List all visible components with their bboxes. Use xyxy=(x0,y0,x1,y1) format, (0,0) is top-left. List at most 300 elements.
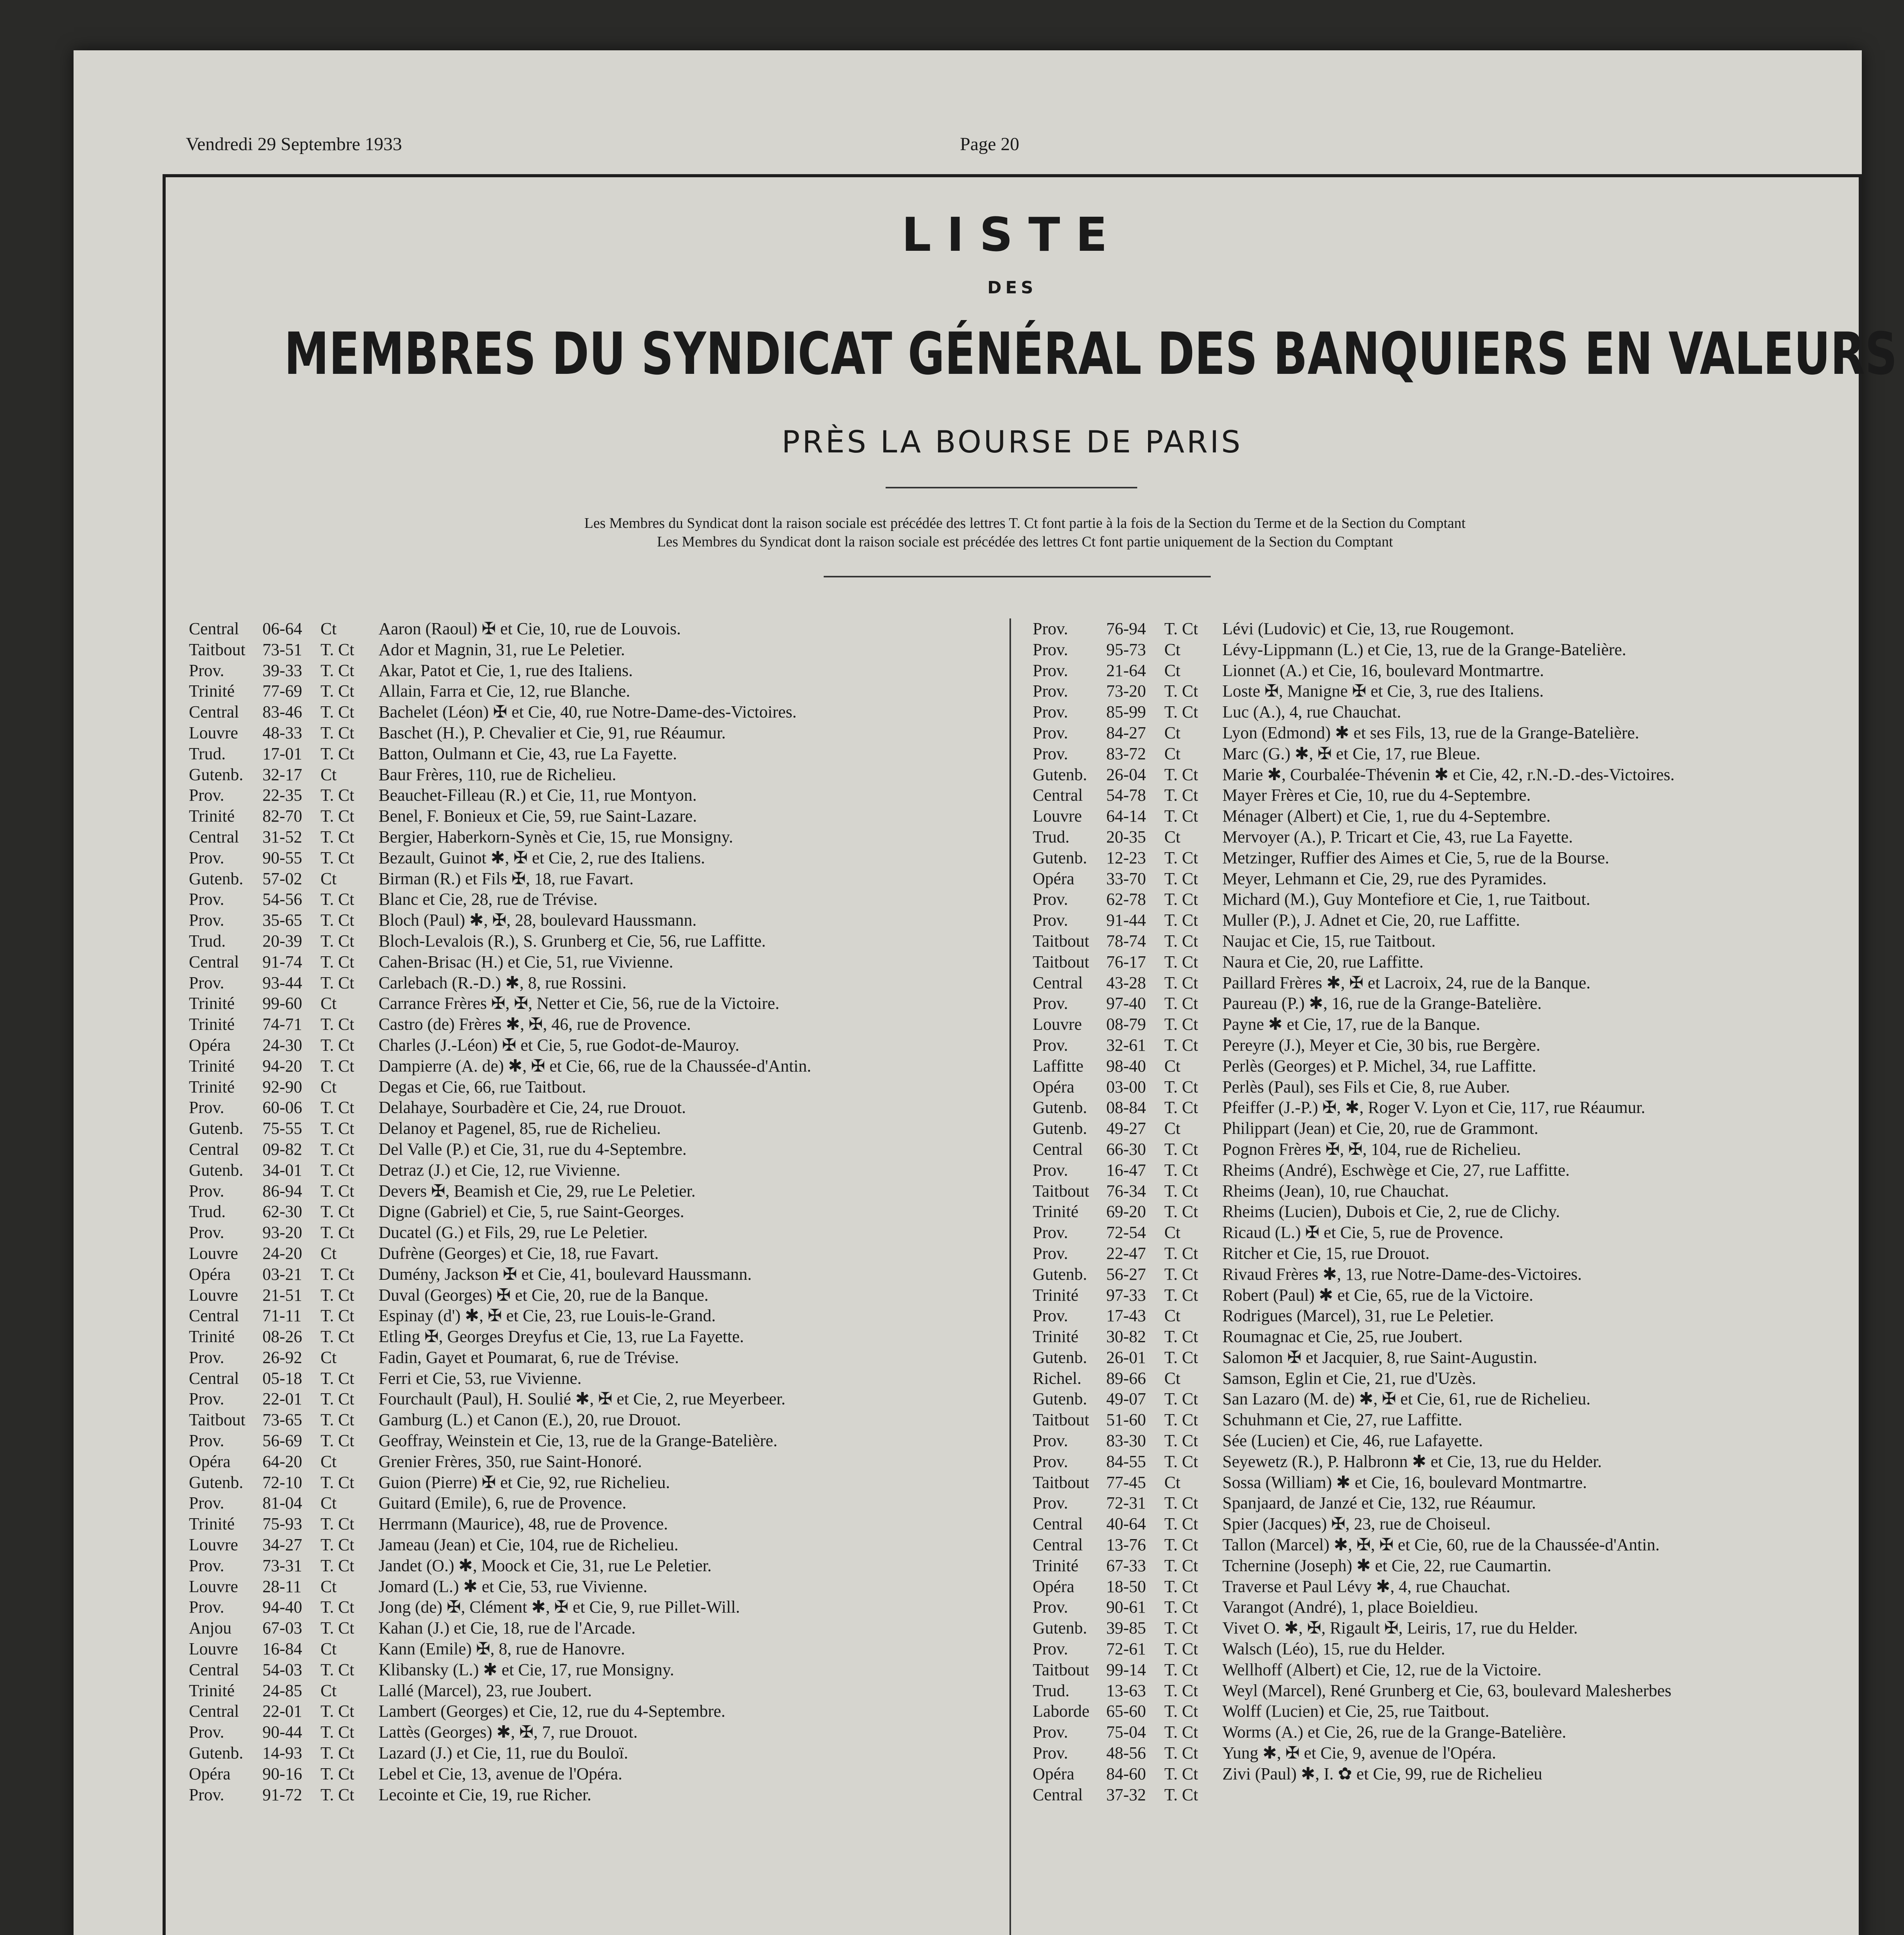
member-phone: 12-23 xyxy=(1106,848,1146,867)
member-phone: 16-84 xyxy=(262,1639,302,1659)
member-name: Birman (R.) et Fils ✠, 18, rue Favart. xyxy=(379,869,634,888)
member-phone: 39-33 xyxy=(262,661,302,680)
member-exchange: Prov. xyxy=(189,1785,225,1804)
member-phone: 85-99 xyxy=(1106,702,1146,722)
member-phone: 75-55 xyxy=(262,1119,302,1138)
member-section: T. Ct xyxy=(320,1160,355,1180)
member-row xyxy=(189,1514,994,1534)
member-phone: 24-20 xyxy=(262,1243,302,1263)
member-exchange: Trud. xyxy=(189,744,226,763)
member-exchange: Louvre xyxy=(189,1243,238,1263)
member-section: T. Ct xyxy=(1164,1181,1198,1200)
member-name: Benel, F. Bonieux et Cie, 59, rue Saint-Lazare. xyxy=(379,807,697,826)
member-name: Bezault, Guinot ✱, ✠ et Cie, 2, rue des Italiens. xyxy=(379,848,705,867)
member-name: Aaron (Raoul) ✠ et Cie, 10, rue de Louvois. xyxy=(379,619,681,638)
member-row xyxy=(189,1618,994,1639)
member-section: Ct xyxy=(1164,1306,1181,1325)
member-row xyxy=(189,848,994,868)
member-exchange: Central xyxy=(189,619,239,638)
member-row xyxy=(189,1285,994,1306)
member-name: Varangot (André), 1, place Boieldieu. xyxy=(1222,1598,1478,1617)
member-exchange: Louvre xyxy=(189,1577,238,1596)
member-section: Ct xyxy=(320,1243,337,1263)
member-phone: 65-60 xyxy=(1106,1702,1146,1721)
member-name: Degas et Cie, 66, rue Taitbout. xyxy=(379,1077,586,1096)
member-exchange: Gutenb. xyxy=(1033,1348,1087,1367)
member-name: Wolff (Lucien) et Cie, 25, rue Taitbout. xyxy=(1222,1702,1489,1721)
member-section: T. Ct xyxy=(320,1056,355,1075)
member-row xyxy=(1033,1472,1846,1493)
member-phone: 08-79 xyxy=(1106,1015,1146,1034)
member-section: T. Ct xyxy=(320,1702,355,1721)
member-exchange: Gutenb. xyxy=(189,1473,243,1492)
member-row xyxy=(189,723,994,743)
member-row xyxy=(189,1639,994,1659)
member-section: T. Ct xyxy=(320,702,355,722)
member-name: Guitard (Emile), 6, rue de Provence. xyxy=(379,1493,627,1513)
member-name: Dufrène (Georges) et Cie, 18, rue Favart. xyxy=(379,1243,659,1263)
member-section: T. Ct xyxy=(320,973,355,992)
issue-date: Vendredi 29 Septembre 1933 xyxy=(186,134,402,154)
member-exchange: Prov. xyxy=(189,1098,225,1117)
column-divider xyxy=(1009,618,1011,1935)
member-exchange: Trinité xyxy=(189,1514,235,1534)
member-section: T. Ct xyxy=(1164,911,1198,930)
member-exchange: Prov. xyxy=(1033,744,1068,763)
member-row xyxy=(189,618,994,639)
member-row xyxy=(1033,1597,1846,1618)
member-name: Herrmann (Maurice), 48, rue de Provence. xyxy=(379,1514,668,1534)
member-phone: 22-01 xyxy=(262,1702,302,1721)
member-exchange: Anjou xyxy=(189,1618,231,1638)
member-exchange: Opéra xyxy=(189,1264,231,1284)
member-exchange: Trinité xyxy=(189,807,235,826)
member-row xyxy=(1033,1784,1846,1805)
member-section: T. Ct xyxy=(1164,1389,1198,1409)
member-exchange: Gutenb. xyxy=(189,1743,243,1763)
member-row xyxy=(189,681,994,702)
member-exchange: Prov. xyxy=(189,1431,225,1450)
member-phone: 03-21 xyxy=(262,1264,302,1284)
member-phone: 22-01 xyxy=(262,1389,302,1409)
member-exchange: Prov. xyxy=(1033,911,1068,930)
member-section: Ct xyxy=(320,1452,337,1471)
member-exchange: Central xyxy=(1033,1139,1083,1159)
member-row xyxy=(189,1784,994,1805)
member-name: Metzinger, Ruffier des Aimes et Cie, 5, rue de la Bourse. xyxy=(1222,848,1609,867)
member-row xyxy=(1033,1534,1846,1555)
member-row xyxy=(189,1680,994,1701)
member-exchange: Central xyxy=(189,1660,239,1679)
member-section: T. Ct xyxy=(1164,1514,1198,1534)
member-name: Tallon (Marcel) ✱, ✠, ✠ et Cie, 60, rue de la Chaussée-d'Antin. xyxy=(1222,1535,1660,1555)
member-exchange: Trinité xyxy=(189,1077,235,1096)
member-phone: 32-61 xyxy=(1106,1035,1146,1055)
member-phone: 98-40 xyxy=(1106,1056,1146,1075)
member-row xyxy=(189,1409,994,1430)
member-section: T. Ct xyxy=(320,1264,355,1284)
member-name: Klibansky (L.) ✱ et Cie, 17, rue Monsigny. xyxy=(379,1660,674,1679)
member-section: T. Ct xyxy=(320,1556,355,1575)
member-section: T. Ct xyxy=(1164,1202,1198,1221)
member-row xyxy=(1033,1722,1846,1743)
member-row xyxy=(1033,1680,1846,1701)
member-name: Delahaye, Sourbadère et Cie, 24, rue Drouot. xyxy=(379,1098,686,1117)
member-name: Delanoy et Pagenel, 85, rue de Richelieu. xyxy=(379,1119,661,1138)
member-exchange: Taitbout xyxy=(1033,1410,1090,1430)
member-exchange: Trinité xyxy=(1033,1202,1079,1221)
member-row xyxy=(1033,827,1846,848)
member-row xyxy=(1033,910,1846,931)
member-section: T. Ct xyxy=(1164,702,1198,722)
member-phone: 72-61 xyxy=(1106,1639,1146,1659)
member-section: T. Ct xyxy=(320,1181,355,1200)
member-exchange: Central xyxy=(189,1139,239,1159)
member-exchange: Trinité xyxy=(1033,1285,1079,1305)
member-exchange: Trinité xyxy=(1033,1327,1079,1346)
member-phone: 75-04 xyxy=(1106,1723,1146,1742)
member-row xyxy=(189,1264,994,1285)
member-row xyxy=(1033,1430,1846,1451)
member-name: Pereyre (J.), Meyer et Cie, 30 bis, rue Bergère. xyxy=(1222,1035,1541,1055)
member-section: T. Ct xyxy=(320,1785,355,1804)
member-row xyxy=(1033,1493,1846,1514)
member-phone: 54-78 xyxy=(1106,786,1146,805)
member-section: T. Ct xyxy=(320,1389,355,1409)
member-phone: 31-52 xyxy=(262,827,302,846)
member-phone: 48-33 xyxy=(262,723,302,742)
member-name: Mervoyer (A.), P. Tricart et Cie, 43, rue La Fayette. xyxy=(1222,827,1573,846)
member-exchange: Trud. xyxy=(189,1202,226,1221)
member-phone: 49-07 xyxy=(1106,1389,1146,1409)
member-row xyxy=(1033,723,1846,743)
member-name: Lionnet (A.) et Cie, 16, boulevard Montmartre. xyxy=(1222,661,1544,680)
member-name: Geoffray, Weinstein et Cie, 13, rue de la Grange-Batelière. xyxy=(379,1431,778,1450)
member-phone: 83-46 xyxy=(262,702,302,722)
member-phone: 26-04 xyxy=(1106,765,1146,784)
member-section: T. Ct xyxy=(1164,1160,1198,1180)
member-phone: 97-33 xyxy=(1106,1285,1146,1305)
member-exchange: Prov. xyxy=(1033,640,1068,659)
member-name: Payne ✱ et Cie, 17, rue de la Banque. xyxy=(1222,1015,1481,1034)
member-exchange: Prov. xyxy=(1033,682,1068,701)
member-row xyxy=(1033,1285,1846,1306)
member-row xyxy=(189,1659,994,1680)
member-row xyxy=(189,931,994,952)
member-row xyxy=(189,1097,994,1118)
member-section: T. Ct xyxy=(1164,973,1198,992)
member-exchange: Opéra xyxy=(189,1035,231,1055)
member-phone: 66-30 xyxy=(1106,1139,1146,1159)
member-exchange: Taitbout xyxy=(1033,931,1090,950)
member-name: Detraz (J.) et Cie, 12, rue Vivienne. xyxy=(379,1160,620,1180)
title-rule xyxy=(886,487,1137,488)
member-phone: 43-28 xyxy=(1106,973,1146,992)
member-row xyxy=(189,1035,994,1056)
member-row xyxy=(189,1722,994,1743)
member-phone: 34-01 xyxy=(262,1160,302,1180)
member-row xyxy=(1033,1222,1846,1243)
member-exchange: Opéra xyxy=(189,1452,231,1471)
member-exchange: Prov. xyxy=(1033,1723,1068,1742)
member-phone: 20-35 xyxy=(1106,827,1146,846)
member-row xyxy=(1033,1139,1846,1160)
member-row xyxy=(1033,1576,1846,1597)
member-name: Sée (Lucien) et Cie, 46, rue Lafayette. xyxy=(1222,1431,1483,1450)
member-row xyxy=(1033,681,1846,702)
member-exchange: Trud. xyxy=(189,931,226,950)
member-section: T. Ct xyxy=(320,744,355,763)
member-name: Tchernine (Joseph) ✱ et Cie, 22, rue Caumartin. xyxy=(1222,1556,1551,1575)
member-exchange: Central xyxy=(1033,1785,1083,1804)
member-section: T. Ct xyxy=(320,661,355,680)
member-row xyxy=(1033,743,1846,764)
member-row xyxy=(189,1368,994,1389)
member-phone: 39-85 xyxy=(1106,1618,1146,1638)
member-name: Lebel et Cie, 13, avenue de l'Opéra. xyxy=(379,1764,622,1783)
member-name: Bachelet (Léon) ✠ et Cie, 40, rue Notre-Dame-des-Victoires. xyxy=(379,702,797,722)
member-exchange: Trud. xyxy=(1033,1681,1069,1700)
member-exchange: Gutenb. xyxy=(189,1160,243,1180)
member-phone: 49-27 xyxy=(1106,1119,1146,1138)
member-name: Kann (Emile) ✠, 8, rue de Hanovre. xyxy=(379,1639,625,1659)
member-exchange: Richel. xyxy=(1033,1368,1081,1388)
intro-rule xyxy=(824,576,1211,577)
member-section: T. Ct xyxy=(1164,1015,1198,1034)
member-phone: 26-92 xyxy=(262,1348,302,1367)
member-name: Traverse et Paul Lévy ✱, 4, rue Chauchat. xyxy=(1222,1577,1510,1596)
member-exchange: Prov. xyxy=(1033,1035,1068,1055)
member-phone: 73-65 xyxy=(262,1410,302,1430)
member-exchange: Prov. xyxy=(189,1493,225,1513)
member-section: Ct xyxy=(320,1577,337,1596)
member-row xyxy=(189,1451,994,1472)
member-exchange: Opéra xyxy=(189,1764,231,1783)
member-name: Perlès (Georges) et P. Michel, 34, rue Laffitte. xyxy=(1222,1056,1536,1075)
member-exchange: Trud. xyxy=(1033,827,1069,846)
member-name: Devers ✠, Beamish et Cie, 29, rue Le Peletier. xyxy=(379,1181,696,1200)
member-exchange: Prov. xyxy=(1033,1598,1068,1617)
member-section: T. Ct xyxy=(1164,1139,1198,1159)
member-row xyxy=(189,639,994,660)
member-phone: 05-18 xyxy=(262,1368,302,1388)
member-row xyxy=(1033,1618,1846,1639)
member-name: Vivet O. ✱, ✠, Rigault ✠, Leiris, 17, rue du Helder. xyxy=(1222,1618,1578,1638)
member-name: Worms (A.) et Cie, 26, rue de la Grange-Batelière. xyxy=(1222,1723,1566,1742)
member-row xyxy=(1033,1514,1846,1534)
member-phone: 28-11 xyxy=(262,1577,302,1596)
member-section: T. Ct xyxy=(320,640,355,659)
member-row xyxy=(1033,1326,1846,1347)
member-section: T. Ct xyxy=(1164,1723,1198,1742)
member-row xyxy=(189,743,994,764)
member-section: T. Ct xyxy=(320,952,355,971)
member-phone: 62-30 xyxy=(262,1202,302,1221)
member-name: Duval (Georges) ✠ et Cie, 20, rue de la Banque. xyxy=(379,1285,709,1305)
member-exchange: Gutenb. xyxy=(189,1119,243,1138)
member-section: T. Ct xyxy=(1164,1556,1198,1575)
member-row xyxy=(1033,764,1846,785)
member-section: Ct xyxy=(320,1348,337,1367)
member-row xyxy=(189,910,994,931)
member-phone: 21-64 xyxy=(1106,661,1146,680)
member-exchange: Prov. xyxy=(1033,994,1068,1013)
member-name: Paillard Frères ✱, ✠ et Lacroix, 24, rue de la Banque. xyxy=(1222,973,1590,992)
member-exchange: Prov. xyxy=(189,911,225,930)
member-section: Ct xyxy=(1164,723,1181,742)
member-phone: 21-51 xyxy=(262,1285,302,1305)
member-phone: 17-43 xyxy=(1106,1306,1146,1325)
members-list-left xyxy=(189,618,994,1805)
member-row xyxy=(1033,785,1846,806)
member-exchange: Gutenb. xyxy=(1033,1389,1087,1409)
member-exchange: Trinité xyxy=(189,1327,235,1346)
member-row xyxy=(189,764,994,785)
member-section: T. Ct xyxy=(1164,1681,1198,1700)
member-section: T. Ct xyxy=(320,1035,355,1055)
member-exchange: Opéra xyxy=(1033,1077,1075,1096)
member-section: T. Ct xyxy=(1164,1348,1198,1367)
member-name: Grenier Frères, 350, rue Saint-Honoré. xyxy=(379,1452,642,1471)
member-name: Wellhoff (Albert) et Cie, 12, rue de la Victoire. xyxy=(1222,1660,1542,1679)
member-section: T. Ct xyxy=(1164,1243,1198,1263)
member-exchange: Gutenb. xyxy=(1033,1618,1087,1638)
member-exchange: Central xyxy=(189,702,239,722)
member-section: T. Ct xyxy=(320,1223,355,1242)
member-phone: 84-55 xyxy=(1106,1452,1146,1471)
member-name: Lecointe et Cie, 19, rue Richer. xyxy=(379,1785,591,1804)
member-row xyxy=(189,1181,994,1202)
member-exchange: Prov. xyxy=(189,661,225,680)
member-name: Meyer, Lehmann et Cie, 29, rue des Pyramides. xyxy=(1222,869,1547,888)
member-row xyxy=(1033,1077,1846,1098)
member-phone: 73-51 xyxy=(262,640,302,659)
member-phone: 76-17 xyxy=(1106,952,1146,971)
member-section: T. Ct xyxy=(1164,1785,1198,1804)
member-name: Spier (Jacques) ✠, 23, rue de Choiseul. xyxy=(1222,1514,1491,1534)
member-row xyxy=(1033,1243,1846,1264)
member-section: Ct xyxy=(1164,1056,1181,1075)
member-exchange: Taitbout xyxy=(1033,1660,1090,1679)
member-section: T. Ct xyxy=(320,723,355,742)
member-row xyxy=(1033,1764,1846,1784)
member-phone: 20-39 xyxy=(262,931,302,950)
member-section: T. Ct xyxy=(320,1410,355,1430)
member-phone: 22-35 xyxy=(262,786,302,805)
member-phone: 09-82 xyxy=(262,1139,302,1159)
member-row xyxy=(1033,1368,1846,1389)
member-section: T. Ct xyxy=(320,1598,355,1617)
member-section: T. Ct xyxy=(1164,931,1198,950)
member-phone: 72-54 xyxy=(1106,1223,1146,1242)
member-name: Yung ✱, ✠ et Cie, 9, avenue de l'Opéra. xyxy=(1222,1743,1496,1763)
member-row xyxy=(189,1222,994,1243)
member-phone: 14-93 xyxy=(262,1743,302,1763)
member-phone: 94-20 xyxy=(262,1056,302,1075)
member-section: T. Ct xyxy=(1164,869,1198,888)
member-exchange: Prov. xyxy=(189,1556,225,1575)
member-exchange: Gutenb. xyxy=(189,765,243,784)
subtitle: PRÈS LA BOURSE DE PARIS xyxy=(781,425,1243,460)
member-name: Ferri et Cie, 53, rue Vivienne. xyxy=(379,1368,582,1388)
member-phone: 99-60 xyxy=(262,994,302,1013)
member-name: Ducatel (G.) et Fils, 29, rue Le Peletier. xyxy=(379,1223,648,1242)
member-section: T. Ct xyxy=(320,682,355,701)
member-section: T. Ct xyxy=(1164,1764,1198,1783)
member-row xyxy=(1033,1347,1846,1368)
member-section: T. Ct xyxy=(1164,1493,1198,1513)
member-phone: 03-00 xyxy=(1106,1077,1146,1096)
member-section: Ct xyxy=(1164,1368,1181,1388)
member-name: Marc (G.) ✱, ✠ et Cie, 17, rue Bleue. xyxy=(1222,744,1481,763)
member-section: Ct xyxy=(1164,744,1181,763)
member-row xyxy=(1033,1181,1846,1202)
member-exchange: Taitbout xyxy=(1033,952,1090,971)
member-section: Ct xyxy=(320,1493,337,1513)
member-section: T. Ct xyxy=(320,1660,355,1679)
member-row xyxy=(189,889,994,910)
member-row xyxy=(1033,1014,1846,1035)
member-name: Samson, Eglin et Cie, 21, rue d'Uzès. xyxy=(1222,1368,1476,1388)
member-exchange: Opéra xyxy=(1033,1577,1075,1596)
member-name: Charles (J.-Léon) ✠ et Cie, 5, rue Godot-de-Mauroy. xyxy=(379,1035,740,1055)
member-phone: 62-78 xyxy=(1106,890,1146,909)
member-name: Mayer Frères et Cie, 10, rue du 4-Septembre. xyxy=(1222,786,1531,805)
member-section: T. Ct xyxy=(320,911,355,930)
member-row xyxy=(189,952,994,973)
member-section: T. Ct xyxy=(1164,1327,1198,1346)
member-row xyxy=(189,1764,994,1784)
member-phone: 77-45 xyxy=(1106,1473,1146,1492)
member-exchange: Trinité xyxy=(189,1015,235,1034)
member-phone: 97-40 xyxy=(1106,994,1146,1013)
member-name: Spanjaard, de Janzé et Cie, 132, rue Réaumur. xyxy=(1222,1493,1536,1513)
member-section: T. Ct xyxy=(1164,1535,1198,1555)
member-phone: 91-44 xyxy=(1106,911,1146,930)
member-phone: 75-93 xyxy=(262,1514,302,1534)
member-name: Bloch-Levalois (R.), S. Grunberg et Cie, 56, rue Laffitte. xyxy=(379,931,766,950)
member-row xyxy=(189,1493,994,1514)
member-row xyxy=(189,1576,994,1597)
member-name: Philippart (Jean) et Cie, 20, rue de Grammont. xyxy=(1222,1119,1539,1138)
member-section: T. Ct xyxy=(320,827,355,846)
member-name: Michard (M.), Guy Montefiore et Cie, 1, rue Taitbout. xyxy=(1222,890,1590,909)
member-name: Fourchault (Paul), H. Soulié ✱, ✠ et Cie, 2, rue Meyerbeer. xyxy=(379,1389,786,1409)
member-section: T. Ct xyxy=(320,1202,355,1221)
member-name: Akar, Patot et Cie, 1, rue des Italiens. xyxy=(379,661,633,680)
member-name: Jong (de) ✠, Clément ✱, ✠ et Cie, 9, rue Pillet-Will. xyxy=(379,1598,740,1617)
member-section: T. Ct xyxy=(320,786,355,805)
member-name: Lévi (Ludovic) et Cie, 13, rue Rougemont. xyxy=(1222,619,1514,638)
member-name: Ricaud (L.) ✠ et Cie, 5, rue de Provence. xyxy=(1222,1223,1503,1242)
member-section: T. Ct xyxy=(320,848,355,867)
member-row xyxy=(1033,848,1846,868)
member-name: Pfeiffer (J.-P.) ✠, ✱, Roger V. Lyon et Cie, 117, rue Réaumur. xyxy=(1222,1098,1645,1117)
member-section: T. Ct xyxy=(1164,765,1198,784)
member-row xyxy=(189,1077,994,1098)
member-section: T. Ct xyxy=(1164,848,1198,867)
member-section: T. Ct xyxy=(1164,890,1198,909)
member-row xyxy=(189,1243,994,1264)
member-name: Rheims (Lucien), Dubois et Cie, 2, rue de Clichy. xyxy=(1222,1202,1560,1221)
member-phone: 83-30 xyxy=(1106,1431,1146,1450)
member-exchange: Central xyxy=(189,952,239,971)
member-row xyxy=(189,1305,994,1326)
member-exchange: Prov. xyxy=(1033,890,1068,909)
member-section: T. Ct xyxy=(320,1098,355,1117)
member-name: Fadin, Gayet et Poumarat, 6, rue de Trévise. xyxy=(379,1348,679,1367)
member-section: T. Ct xyxy=(320,1368,355,1388)
